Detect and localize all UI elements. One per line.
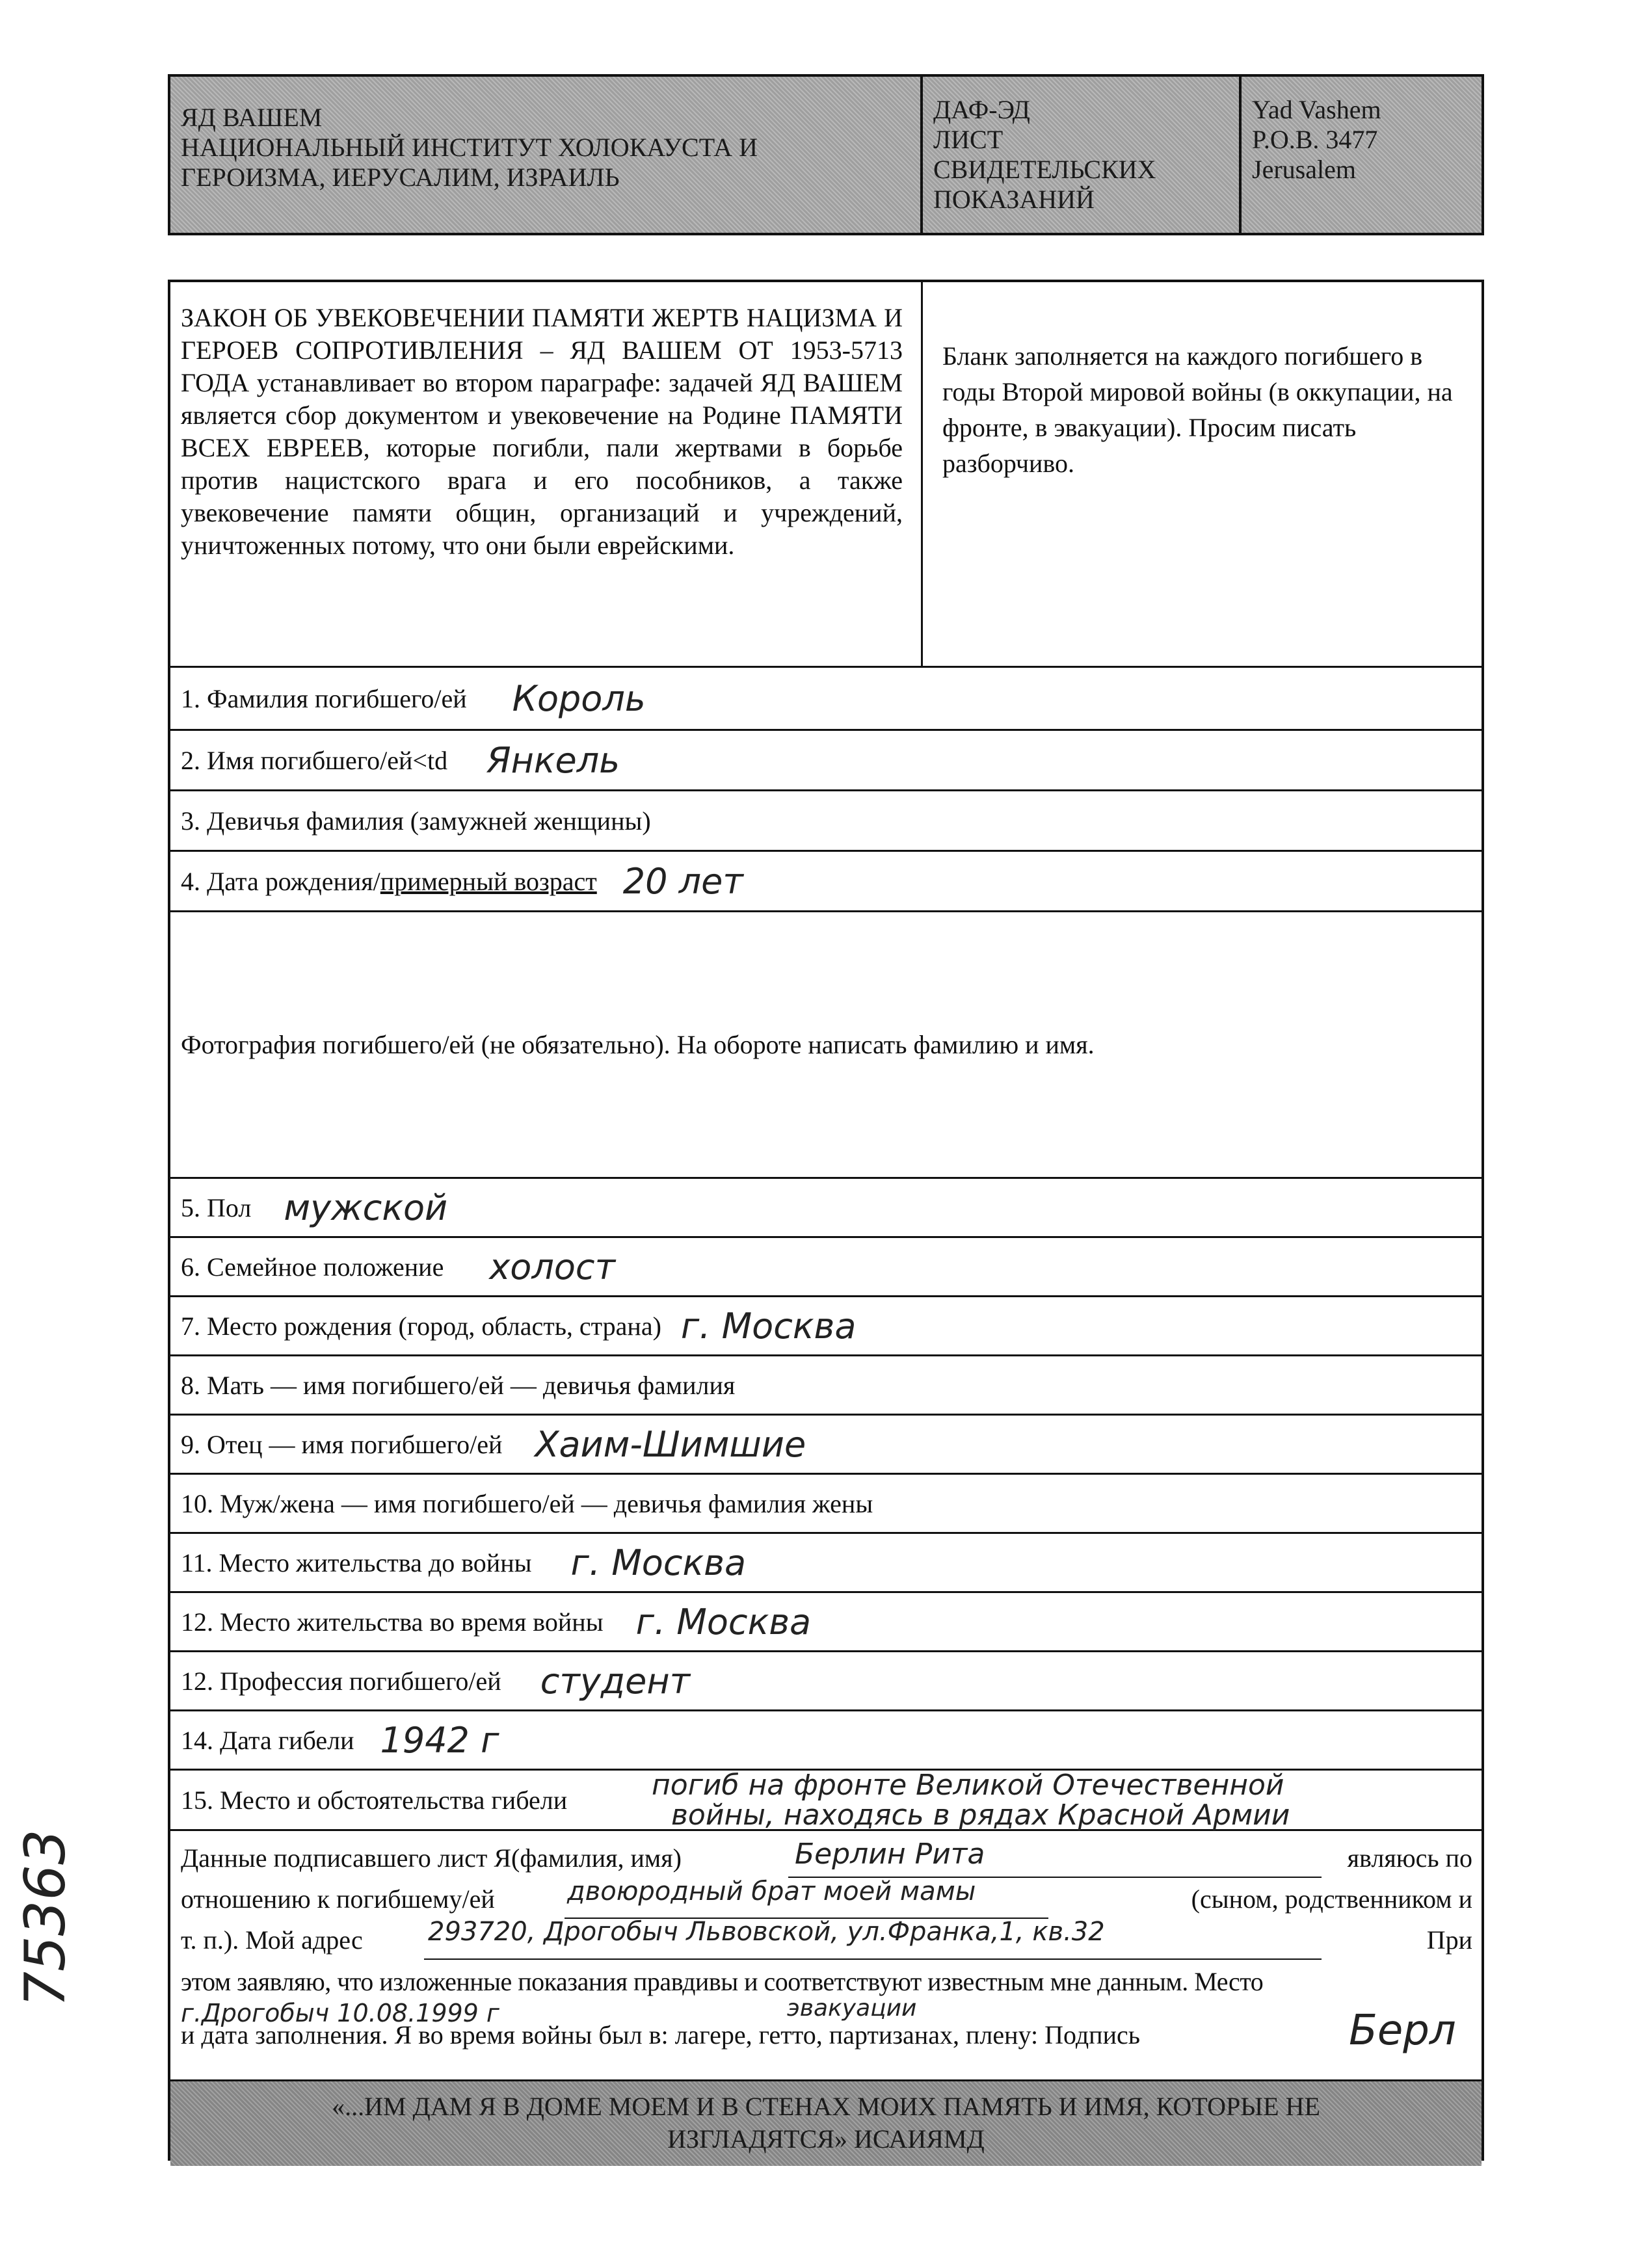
signer-relation-value: двоюродный брат моей мамы xyxy=(567,1877,976,1906)
signer-text: При xyxy=(1426,1925,1472,1955)
field-label: 7. Место рождения (город, область, страна) xyxy=(181,1311,661,1341)
field-surname[interactable] xyxy=(170,668,1482,731)
signer-address-field[interactable] xyxy=(424,1958,1322,1960)
testimony-form xyxy=(168,280,1484,2161)
motto-line: «...ИМ ДАМ Я В ДОМЕ МОЕМ И В СТЕНАХ МОИХ ПАМЯТЬ И ИМЯ, КОТОРЫЕ НЕ xyxy=(332,2092,1320,2121)
field-maiden-name[interactable] xyxy=(170,791,1482,852)
field-value: студент xyxy=(540,1660,691,1702)
form-title-line: ПОКАЗАНИЙ xyxy=(933,185,1095,214)
field-label: 14. Дата гибели xyxy=(181,1725,354,1755)
signer-text: являюсь по xyxy=(1347,1843,1472,1873)
signer-text: отношению к погибшему/ей xyxy=(181,1884,495,1914)
form-title-line: ЛИСТ xyxy=(933,125,1004,154)
field-mother[interactable] xyxy=(170,1356,1482,1416)
field-value-line: войны, находясь в рядах Красной Армии xyxy=(671,1799,1290,1832)
institute-name xyxy=(170,77,923,233)
field-value: г. Москва xyxy=(570,1542,747,1583)
field-value-line: погиб на фронте Великой Отечественной xyxy=(652,1769,1284,1802)
field-label: 12. Место жительства во время войны xyxy=(181,1607,604,1637)
signer-section xyxy=(170,1831,1482,2081)
field-marital-status[interactable] xyxy=(170,1238,1482,1297)
field-sex[interactable] xyxy=(170,1179,1482,1238)
postal-address xyxy=(1242,77,1482,233)
law-text: ЗАКОН ОБ УВЕКОВЕЧЕНИИ ПАМЯТИ ЖЕРТВ НАЦИЗМА И ГЕРОЕВ СОПРОТИВЛЕНИЯ – ЯД ВАШЕМ ОТ 1953-5713 ГОДА устанавливает во втором параграфе: задачей ЯД ВАШЕМ является сбор документом и увековечение на Родине ПАМЯТИ ВСЕХ ЕВРЕЕВ, которые погибли, пали жертвами в борьбе против нацистского врага и его пособников, а также увековечение памяти общин, организаций и учреждений, уничтоженных потому, что они были еврейскими. xyxy=(170,282,923,666)
field-value: 20 лет xyxy=(622,860,743,902)
field-label: 10. Муж/жена — имя погибшего/ей — девичья фамилия жены xyxy=(181,1488,873,1518)
field-first-name[interactable] xyxy=(170,731,1482,791)
signature: Берл xyxy=(1349,2007,1456,2055)
signer-line-6: и дата заполнения. Я во время войны был в: лагере, гетто, партизанах, плену: Подпись xyxy=(181,2020,1140,2050)
field-death-date[interactable] xyxy=(170,1711,1482,1771)
instruction-note: Бланк заполняется на каждого погибшего в годы Второй мировой войны (в оккупации, на фронте, в эвакуации). Просим писать разборчиво. xyxy=(942,341,1453,478)
address-line: Yad Vashem xyxy=(1252,95,1381,124)
institute-line: ЯД ВАШЕМ xyxy=(181,103,323,132)
field-value: Хаим-Шимшие xyxy=(535,1423,806,1465)
field-label: 11. Место жительства до войны xyxy=(181,1548,532,1577)
field-birthplace[interactable] xyxy=(170,1297,1482,1356)
field-label: 15. Место и обстоятельства гибели xyxy=(181,1785,568,1815)
field-death-place[interactable] xyxy=(170,1771,1482,1831)
field-label xyxy=(181,866,597,897)
signer-address-value: 293720, Дрогобыч Львовской, ул.Франка,1, кв.32 xyxy=(428,1917,1105,1947)
field-label-underlined: примерный возраст xyxy=(380,866,597,896)
field-label: 6. Семейное положение xyxy=(181,1252,444,1282)
field-value: г. Москва xyxy=(680,1305,857,1347)
address-line: Jerusalem xyxy=(1252,155,1356,184)
signer-text: Данные подписавшего лист Я(фамилия, имя) xyxy=(181,1843,682,1873)
field-residence-during-war[interactable] xyxy=(170,1593,1482,1652)
field-label: 12. Профессия погибшего/ей xyxy=(181,1666,501,1696)
field-label: 5. Пол xyxy=(181,1193,252,1222)
form-title xyxy=(923,77,1242,233)
motto-banner xyxy=(170,2081,1482,2166)
field-value xyxy=(652,1771,1290,1830)
motto-line: ИЗГЛАДЯТСЯ» ИСАИЯМД xyxy=(667,2124,985,2154)
field-value: Янкель xyxy=(486,739,620,781)
field-spouse[interactable] xyxy=(170,1475,1482,1534)
signer-line-4: этом заявляю, что изложенные показания правдивы и соответствуют известным мне данным. Место xyxy=(181,1967,1264,1996)
field-value: Король xyxy=(512,678,646,719)
signer-text: (сыном, родственником и xyxy=(1191,1884,1472,1914)
address-line: P.O.B. 3477 xyxy=(1252,125,1378,154)
field-label: 2. Имя погибшего/ей<td xyxy=(181,745,448,775)
field-profession[interactable] xyxy=(170,1652,1482,1711)
field-label: 9. Отец — имя погибшего/ей xyxy=(181,1429,503,1459)
field-label-prefix: 4. Дата рождения/ xyxy=(181,866,380,896)
institute-line: НАЦИОНАЛЬНЫЙ ИНСТИТУТ ХОЛОКАУСТА И xyxy=(181,133,758,162)
field-label: Фотография погибшего/ей (не обязательно). На обороте написать фамилию и имя. xyxy=(181,1030,1095,1059)
intro-section xyxy=(170,282,1482,668)
field-label: 1. Фамилия погибшего/ей xyxy=(181,683,467,713)
field-value: 1942 г xyxy=(380,1719,499,1761)
field-residence-before-war[interactable] xyxy=(170,1534,1482,1593)
field-father[interactable] xyxy=(170,1416,1482,1475)
field-label: 3. Девичья фамилия (замужней женщины) xyxy=(181,806,651,836)
institute-line: ГЕРОИЗМА, ИЕРУСАЛИМ, ИЗРАИЛЬ xyxy=(181,163,620,192)
evacuation-note: эвакуации xyxy=(787,1995,917,2022)
archive-number-text: 75363 xyxy=(13,1829,78,2007)
form-title-line: ДАФ-ЭД xyxy=(933,95,1030,124)
form-title-line: СВИДЕТЕЛЬСКИХ xyxy=(933,155,1156,184)
field-label: 8. Мать — имя погибшего/ей — девичья фамилия xyxy=(181,1370,736,1400)
field-birth-date[interactable] xyxy=(170,852,1482,912)
fill-date-value: г.Дрогобыч 10.08.1999 г xyxy=(181,1999,499,2027)
field-value: холост xyxy=(489,1246,616,1287)
header-banner xyxy=(168,74,1484,235)
field-value: мужской xyxy=(284,1187,448,1228)
signer-text: т. п.). Мой адрес xyxy=(181,1925,363,1955)
signer-name-value: Берлин Рита xyxy=(795,1838,985,1871)
field-value: г. Москва xyxy=(635,1601,812,1642)
field-photo[interactable] xyxy=(170,912,1482,1179)
